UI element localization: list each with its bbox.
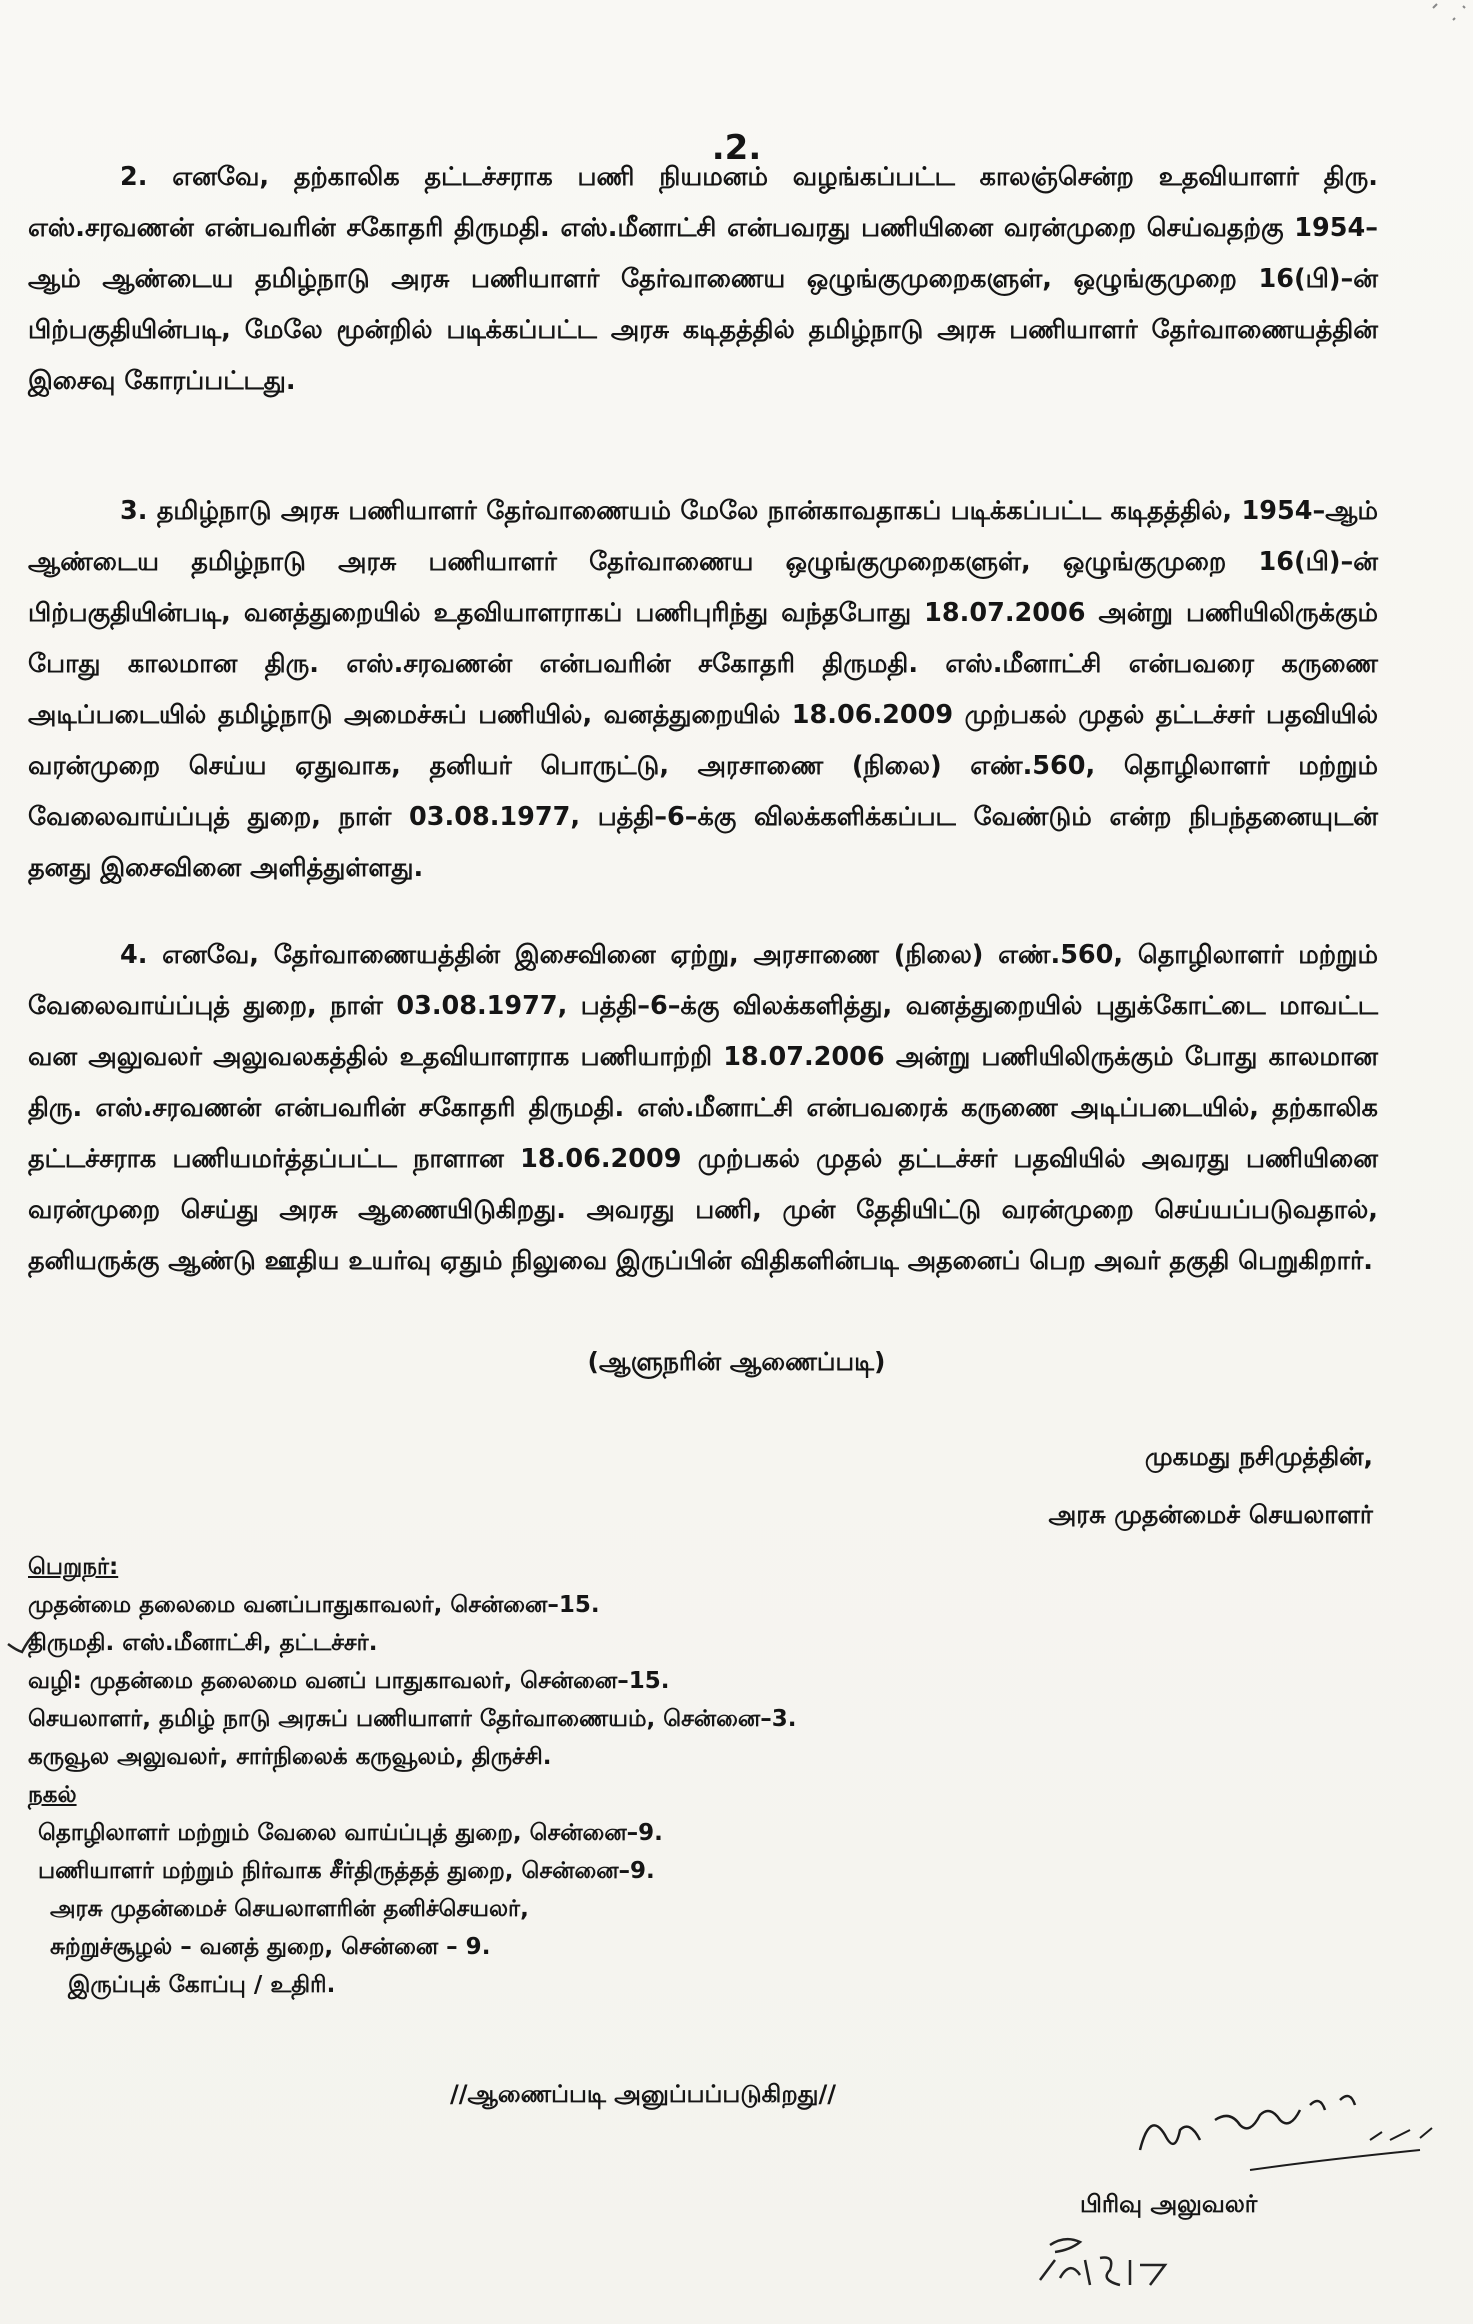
paragraph-line: சகோதரி திருமதி. எஸ்.மீனாட்சி என்பவரைக் கருணை அடிப்படையில், தற்காலிக தட்டச்சராக [28,1093,1378,1174]
dispatch-note: //ஆணைப்படி அனுப்பப்படுகிறது// [450,2080,837,2108]
recipient-item: திருமதி. எஸ்.மீனாட்சி, தட்டச்சர். [28,1630,378,1656]
paragraph-line: 3. தமிழ்நாடு அரசு பணியாளர் தேர்வாணையம் மேலே நான்காவதாகப் படிக்கப்பட்ட [120,496,1102,526]
page-number: .2. [711,128,762,168]
copy-label: நகல் [28,1782,77,1808]
copy-item: இருப்புக் கோப்பு / உதிரி. [68,1972,336,1998]
paragraph-line: அளித்துள்ளது. [250,853,424,883]
paragraph-line: வரன்முறை செய்து அரசு ஆணையிடுகிறது. அவரது பணி, முன் தேதியிட்டு வரன்முறை [28,1195,1134,1225]
paragraph-line: செய்யப்படுவதால், தனியருக்கு ஆண்டு ஊதிய உயர்வு ஏதும் நிலுவை இருப்பின் விதிகளின்படி [28,1195,1378,1276]
copy-item: பணியாளர் மற்றும் நிர்வாக சீர்திருத்தத் துறை, சென்னை–9. [38,1858,655,1884]
paragraph-line: பணியமர்த்தப்பட்ட நாளான 18.06.2009 முற்பகல் முதல் தட்டச்சர் பதவியில் அவரது பணியினை [172,1144,1378,1174]
paragraph-line: 4. எனவே, தேர்வாணையத்தின் இசைவினை ஏற்று, அரசாணை (நிலை) எண்.560, [120,940,1124,970]
section-officer-label: பிரிவு அலுவலர் [1080,2190,1258,2218]
paragraph-line: வனத்துறையில் புதுக்கோட்டை மாவட்ட வன அலுவலர் அலுவலகத்தில் உதவியாளராக [28,991,1378,1072]
copy-item: அரசு முதன்மைச் செயலாளரின் தனிச்செயலர், [50,1896,529,1922]
paragraph-line: தொழிலாளர் மற்றும் வேலைவாய்ப்புத் துறை, நாள் 03.08.1977, பத்தி–6–க்கு விலக்களித்து, [28,940,1378,1021]
copy-item: தொழிலாளர் மற்றும் வேலை வாய்ப்புத் துறை, சென்னை–9. [38,1820,663,1846]
paragraph-line: 2. எனவே, தற்காலிக தட்டச்சராக பணி நியமனம் வழங்கப்பட்ட காலஞ்சென்ற உதவியாளர் [120,162,1299,192]
signatory-block [1049,1428,1374,1544]
paragraph-line: கடிதத்தில் தமிழ்நாடு அரசு பணியாளர் தேர்வாணையத்தின் இசைவு கோரப்பட்டது. [28,315,1378,396]
paragraph-line: 03.08.1977, பத்தி–6–க்கு விலக்களிக்கப்பட வேண்டும் என்ற நிபந்தனையுடன் தனது இசைவினை [28,802,1378,883]
paragraph-line: அதனைப் பெற அவர் தகுதி பெறுகிறார். [907,1246,1373,1276]
paragraph-line: ஒழுங்குமுறைகளுள், ஒழுங்குமுறை 16(பி)–ன் பிற்பகுதியின்படி, மேலே மூன்றில் படிக்கப்பட்ட அரசு [28,264,1378,345]
recipients-label: பெறுநர்: [28,1554,119,1580]
recipient-item: முதன்மை தலைமை வனப்பாதுகாவலர், சென்னை–15. [28,1592,600,1618]
recipients-block [28,1548,1128,2004]
order-by-governor: (ஆளுநரின் ஆணைப்படி) [587,1347,886,1376]
paragraph-line: 18.07.2006 அன்று பணியிலிருக்கும் போது காலமான திரு. எஸ்.சரவணன் என்பவரின் சகோதரி [28,598,1378,679]
paragraph-line: திருமதி. எஸ்.மீனாட்சி என்பவரை கருணை அடிப்படையில் தமிழ்நாடு அமைச்சுப் பணியில், [28,649,1378,730]
paragraph-4 [28,930,1378,1287]
paragraph-2 [28,152,1378,407]
paragraph-line: ஒழுங்குமுறை 16(பி)–ன் பிற்பகுதியின்படி, வனத்துறையில் உதவியாளராகப் பணிபுரிந்து வந்தபோது [28,547,1378,628]
handwritten-date-mark [1030,2230,1210,2300]
signatory-designation: அரசு முதன்மைச் செயலாளர் [1048,1500,1373,1529]
paragraph-line: திரு. எஸ்.சரவணன் என்பவரின் சகோதரி திருமதி. எஸ்.மீனாட்சி என்பவரது பணியினை [28,162,1378,243]
recipient-item: செயலாளர், தமிழ் நாடு அரசுப் பணியாளர் தேர்வாணையம், சென்னை–3. [28,1706,797,1732]
signatory-name: முகமது நசிமுத்தின், [1144,1442,1373,1471]
paragraph-line: வனத்துறையில் 18.06.2009 முற்பகல் முதல் தட்டச்சர் பதவியில் வரன்முறை செய்ய ஏதுவாக, [28,700,1378,781]
paragraph-3 [28,486,1378,894]
recipient-item: கருவூல அலுவலர், சார்நிலைக் கருவூலம், திருச்சி. [28,1744,552,1770]
scan-noise-mark [1353,0,1473,40]
paragraph-line: வரன்முறை செய்வதற்கு 1954–ஆம் ஆண்டைய தமிழ்நாடு அரசு பணியாளர் தேர்வாணைய [28,213,1378,294]
paragraph-line: கடிதத்தில், 1954–ஆம் ஆண்டைய தமிழ்நாடு அரசு பணியாளர் தேர்வாணைய ஒழுங்குமுறைகளுள், [28,496,1378,577]
paragraph-line: தனியர் பொருட்டு, அரசாணை (நிலை) எண்.560, தொழிலாளர் மற்றும் வேலைவாய்ப்புத் துறை, நாள் [28,751,1378,832]
recipient-item: வழி: முதன்மை தலைமை வனப் பாதுகாவலர், சென்னை–15. [28,1668,670,1694]
paragraph-line: பணியாற்றி 18.07.2006 அன்று பணியிலிருக்கும் போது காலமான திரு. எஸ்.சரவணன் என்பவரின் [28,1042,1378,1123]
copy-item: சுற்றுச்சூழல் – வனத் துறை, சென்னை – 9. [50,1934,491,1960]
handwritten-signature [1120,2080,1440,2180]
